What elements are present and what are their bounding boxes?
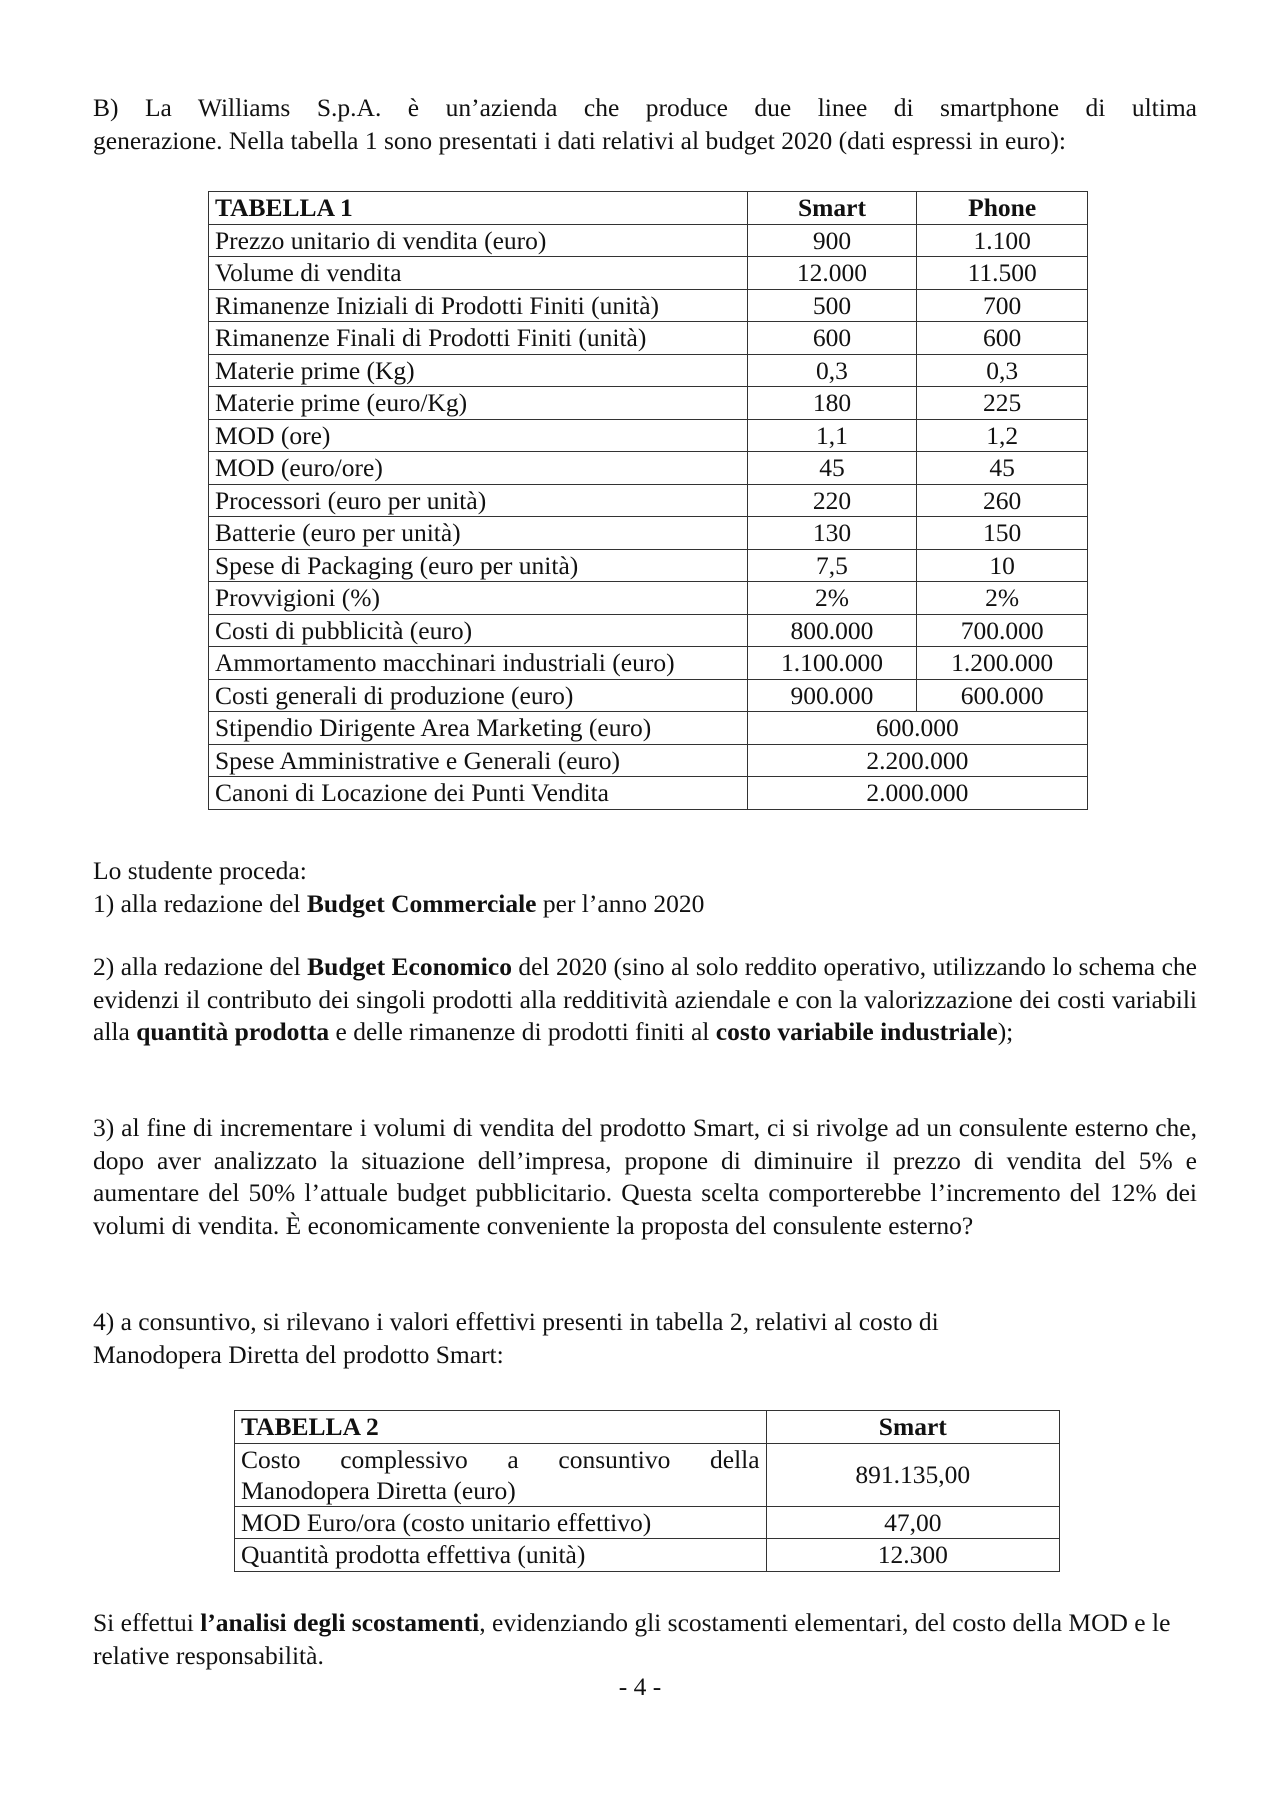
table-2-title: TABELLA 2 (235, 1411, 767, 1444)
table-2-row (235, 1506, 1060, 1539)
tasks-lead: Lo studente proceda: (93, 856, 307, 885)
phone-value: 600 (917, 322, 1088, 355)
phone-value: 150 (917, 517, 1088, 550)
table-row (209, 289, 1088, 322)
table-2-row (235, 1443, 1060, 1506)
tasks-intro (93, 855, 1197, 920)
task-2-bold-2: quantità prodotta (136, 1017, 330, 1046)
row-label: MOD (ore) (209, 419, 748, 452)
phone-value: 1.100 (917, 224, 1088, 257)
table-row (209, 517, 1088, 550)
table-2-row-3-label: Quantità prodotta effettiva (unità) (235, 1539, 767, 1572)
row-label: Rimanenze Iniziali di Prodotti Finiti (unità) (209, 289, 748, 322)
row-label: Costi generali di produzione (euro) (209, 679, 748, 712)
shared-value: 2.200.000 (747, 744, 1087, 777)
table-2 (234, 1410, 1060, 1572)
intro-line-2: generazione. Nella tabella 1 sono presentati i dati relativi al budget 2020 (dati espressi in euro): (93, 125, 1066, 155)
table-row (209, 419, 1088, 452)
table-2-row-2-label: MOD Euro/ora (costo unitario effettivo) (235, 1506, 767, 1539)
table-1-title: TABELLA 1 (209, 192, 748, 225)
table-row (209, 614, 1088, 647)
smart-value: 130 (747, 517, 917, 550)
smart-value: 1.100.000 (747, 647, 917, 680)
phone-value: 45 (917, 452, 1088, 485)
phone-value: 0,3 (917, 354, 1088, 387)
task-4-line-2: Manodopera Diretta del prodotto Smart: (93, 1339, 504, 1369)
phone-value: 11.500 (917, 257, 1088, 290)
smart-value: 180 (747, 387, 917, 420)
intro-paragraph (93, 92, 1197, 157)
smart-value: 600 (747, 322, 917, 355)
phone-value: 700 (917, 289, 1088, 322)
row-label: Stipendio Dirigente Area Marketing (euro) (209, 712, 748, 745)
phone-value: 260 (917, 484, 1088, 517)
smart-value: 500 (747, 289, 917, 322)
table-1-header-row (209, 192, 1088, 225)
phone-value: 700.000 (917, 614, 1088, 647)
row-label: Rimanenze Finali di Prodotti Finiti (unità) (209, 322, 748, 355)
row-label: Volume di vendita (209, 257, 748, 290)
row-label: Provvigioni (%) (209, 582, 748, 615)
table-row (209, 354, 1088, 387)
table-2-header-row (235, 1411, 1060, 1444)
shared-value: 2.000.000 (747, 777, 1087, 810)
table-row (209, 647, 1088, 680)
table-2-row-1-label (235, 1443, 767, 1506)
smart-value: 2% (747, 582, 917, 615)
row-label: Processori (euro per unità) (209, 484, 748, 517)
table-2-row-3-value: 12.300 (766, 1539, 1059, 1572)
task-2-bold-3: costo variabile industriale (715, 1017, 998, 1046)
task-2-bold-1: Budget Economico (307, 952, 512, 981)
table-row (209, 224, 1088, 257)
table-row (209, 484, 1088, 517)
row-label: Materie prime (euro/Kg) (209, 387, 748, 420)
smart-value: 900 (747, 224, 917, 257)
task-3: 3) al fine di incrementare i volumi di vendita del prodotto Smart, ci si rivolge ad un consulente esterno che, dopo aver analizzato la situazione dell’impresa, propone di diminuire il prezzo di vendita del 5% e aumentare del 50% l’attuale budget pubblicitario. Questa scelta comporterebbe l’incremento del 12% dei volumi di vendita. È economicamente conveniente la proposta del consulente esterno? (93, 1113, 1197, 1240)
table-2-row-1-label-b: Manodopera Diretta (euro) (241, 1475, 516, 1505)
phone-value: 1.200.000 (917, 647, 1088, 680)
row-label: Materie prime (Kg) (209, 354, 748, 387)
table-row (209, 322, 1088, 355)
table-2-col-smart: Smart (766, 1411, 1059, 1444)
smart-value: 220 (747, 484, 917, 517)
phone-value: 600.000 (917, 679, 1088, 712)
table-2-row-2-value: 47,00 (766, 1506, 1059, 1539)
table-row (209, 777, 1088, 810)
phone-value: 10 (917, 549, 1088, 582)
row-label: Canoni di Locazione dei Punti Vendita (209, 777, 748, 810)
row-label: Spese Amministrative e Generali (euro) (209, 744, 748, 777)
smart-value: 900.000 (747, 679, 917, 712)
row-label: Batterie (euro per unità) (209, 517, 748, 550)
table-2-row (235, 1539, 1060, 1572)
row-label: Prezzo unitario di vendita (euro) (209, 224, 748, 257)
intro-line-1: B) La Williams S.p.A. è un’azienda che produce due linee di smartphone di ultima (93, 93, 1197, 122)
table-1 (208, 191, 1088, 810)
row-label: Costi di pubblicità (euro) (209, 614, 748, 647)
table-1-col-phone: Phone (917, 192, 1088, 225)
table-row (209, 679, 1088, 712)
table-row (209, 387, 1088, 420)
table-row (209, 549, 1088, 582)
smart-value: 1,1 (747, 419, 917, 452)
table-1-col-smart: Smart (747, 192, 917, 225)
smart-value: 800.000 (747, 614, 917, 647)
phone-value: 2% (917, 582, 1088, 615)
row-label: Ammortamento macchinari industriali (euro) (209, 647, 748, 680)
table-2-row-1-value: 891.135,00 (766, 1443, 1059, 1506)
closing-paragraph: Si effettui l’analisi degli scostamenti, evidenziando gli scostamenti elementari, del costo della MOD e le relative responsabilità. (93, 1608, 1171, 1670)
table-row (209, 744, 1088, 777)
row-label: Spese di Packaging (euro per unità) (209, 549, 748, 582)
table-row (209, 257, 1088, 290)
task-1-bold: Budget Commerciale (306, 888, 537, 918)
table-row (209, 712, 1088, 745)
smart-value: 0,3 (747, 354, 917, 387)
smart-value: 45 (747, 452, 917, 485)
closing-bold: l’analisi degli scostamenti (200, 1608, 480, 1637)
task-2: 2) alla redazione del Budget Economico del 2020 (sino al solo reddito operativo, utilizzando lo schema che evidenzi il contributo dei singoli prodotti alla redditività aziendale e con la valorizzazione dei costi variabili alla quantità prodotta e delle rimanenze di prodotti finiti al costo variabile industriale); (93, 952, 1197, 1046)
task-4 (93, 1306, 1197, 1371)
shared-value: 600.000 (747, 712, 1087, 745)
phone-value: 1,2 (917, 419, 1088, 452)
task-1: 1) alla redazione del Budget Commerciale per l’anno 2020 (93, 888, 705, 918)
row-label: MOD (euro/ore) (209, 452, 748, 485)
task-4-line-1: 4) a consuntivo, si rilevano i valori effettivi presenti in tabella 2, relativi al costo di (93, 1307, 939, 1336)
table-row (209, 582, 1088, 615)
table-row (209, 452, 1088, 485)
phone-value: 225 (917, 387, 1088, 420)
page-number: - 4 - (618, 1672, 662, 1701)
smart-value: 7,5 (747, 549, 917, 582)
smart-value: 12.000 (747, 257, 917, 290)
table-2-row-1-label-a: Costo complessivo a consuntivo della (241, 1444, 760, 1474)
